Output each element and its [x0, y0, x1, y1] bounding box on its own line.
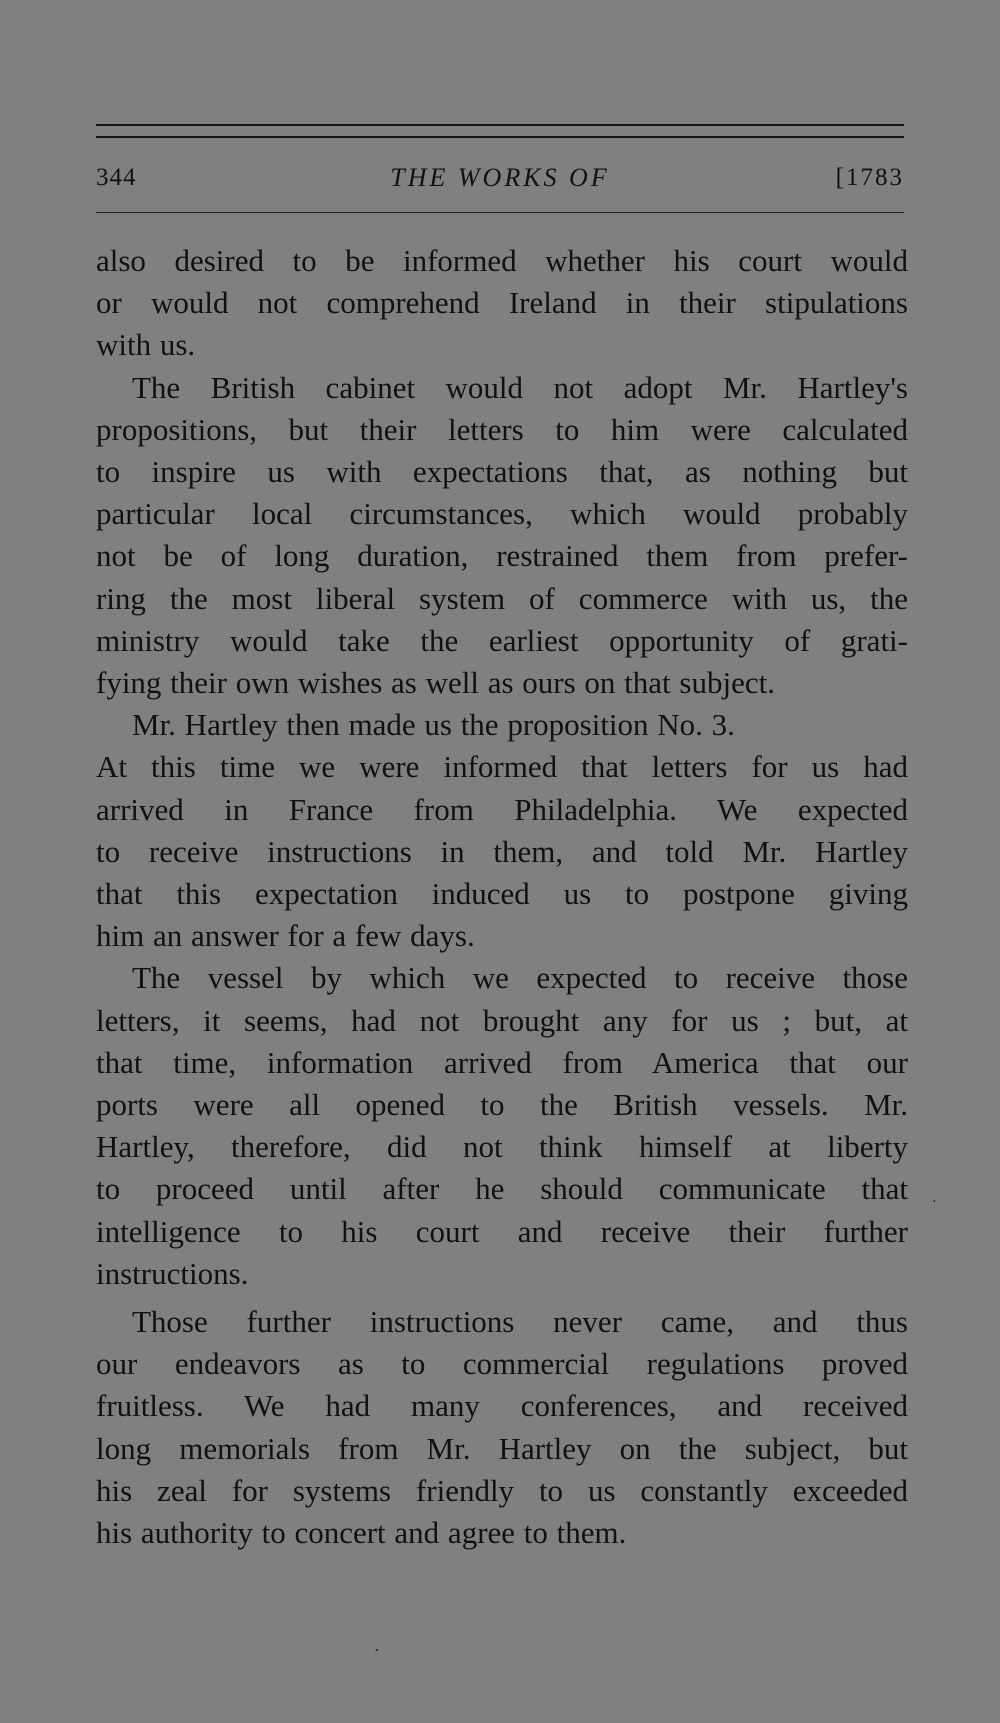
text-line: that time, information arrived from America that our [96, 1044, 908, 1080]
text-line: fying their own wishes as well as ours on that subject. [96, 665, 775, 701]
text-line: ministry would take the earliest opportunity of grati- [96, 622, 908, 658]
text-line: ports were all opened to the British vessels. Mr. [96, 1087, 908, 1123]
text-line: to receive instructions in them, and told Mr. Hartley [96, 833, 908, 869]
text-line: letters, it seems, had not brought any for us ; but, at [96, 1002, 908, 1038]
paragraph-1 [96, 240, 908, 367]
text-line: also desired to be informed whether his court would [96, 243, 908, 278]
page-number: 344 [96, 164, 137, 191]
text-line: with us. [96, 327, 196, 363]
paragraph-4 [96, 957, 908, 1295]
text-line: not be of long duration, restrained them from prefer- [96, 538, 908, 574]
text-line: Hartley, therefore, did not think himself at liberty [96, 1129, 908, 1165]
margin-speck: ․ [932, 1191, 937, 1206]
text-line: our endeavors as to commercial regulations proved [96, 1346, 908, 1382]
running-title: THE WORKS OF [390, 163, 610, 192]
running-head [96, 160, 904, 196]
text-line: him an answer for a few days. [96, 918, 475, 954]
header-rule [96, 212, 904, 213]
text-line: The British cabinet would not adopt Mr. Hartley's [132, 369, 908, 405]
text-line: to inspire us with expectations that, as nothing but [96, 454, 908, 490]
body-text [96, 240, 908, 1554]
text-line: instructions. [96, 1255, 249, 1291]
top-double-rule-lower [96, 136, 904, 138]
text-line: arrived in France from Philadelphia. We expected [96, 791, 908, 827]
running-year: [1783 [835, 164, 904, 191]
text-line: At this time we were informed that letters for us had [96, 749, 908, 785]
top-double-rule-upper [96, 124, 904, 126]
text-line: or would not comprehend Ireland in their stipulations [96, 285, 908, 321]
text-line: ring the most liberal system of commerce with us, the [96, 580, 908, 616]
paragraph-3 [96, 704, 908, 957]
text-line: to proceed until after he should communicate that [96, 1171, 908, 1207]
text-line: intelligence to his court and receive their further [96, 1213, 908, 1249]
book-page [96, 0, 906, 1723]
text-line: Those further instructions never came, and thus [132, 1304, 908, 1340]
paragraph-2 [96, 367, 908, 705]
bottom-speck: ․ [374, 1638, 380, 1655]
text-line: his zeal for systems friendly to us constantly exceeded [96, 1472, 908, 1508]
text-line: long memorials from Mr. Hartley on the subject, but [96, 1430, 908, 1466]
text-line: particular local circumstances, which would probably [96, 496, 908, 532]
text-line: that this expectation induced us to postpone giving [96, 876, 908, 912]
text-line: Mr. Hartley then made us the proposition No. 3. [132, 707, 735, 743]
text-line: propositions, but their letters to him were calculated [96, 411, 908, 447]
text-line: The vessel by which we expected to receive those [132, 960, 908, 996]
text-line: his authority to concert and agree to them. [96, 1515, 627, 1551]
text-line: fruitless. We had many conferences, and received [96, 1388, 908, 1424]
paragraph-5 [96, 1301, 908, 1554]
